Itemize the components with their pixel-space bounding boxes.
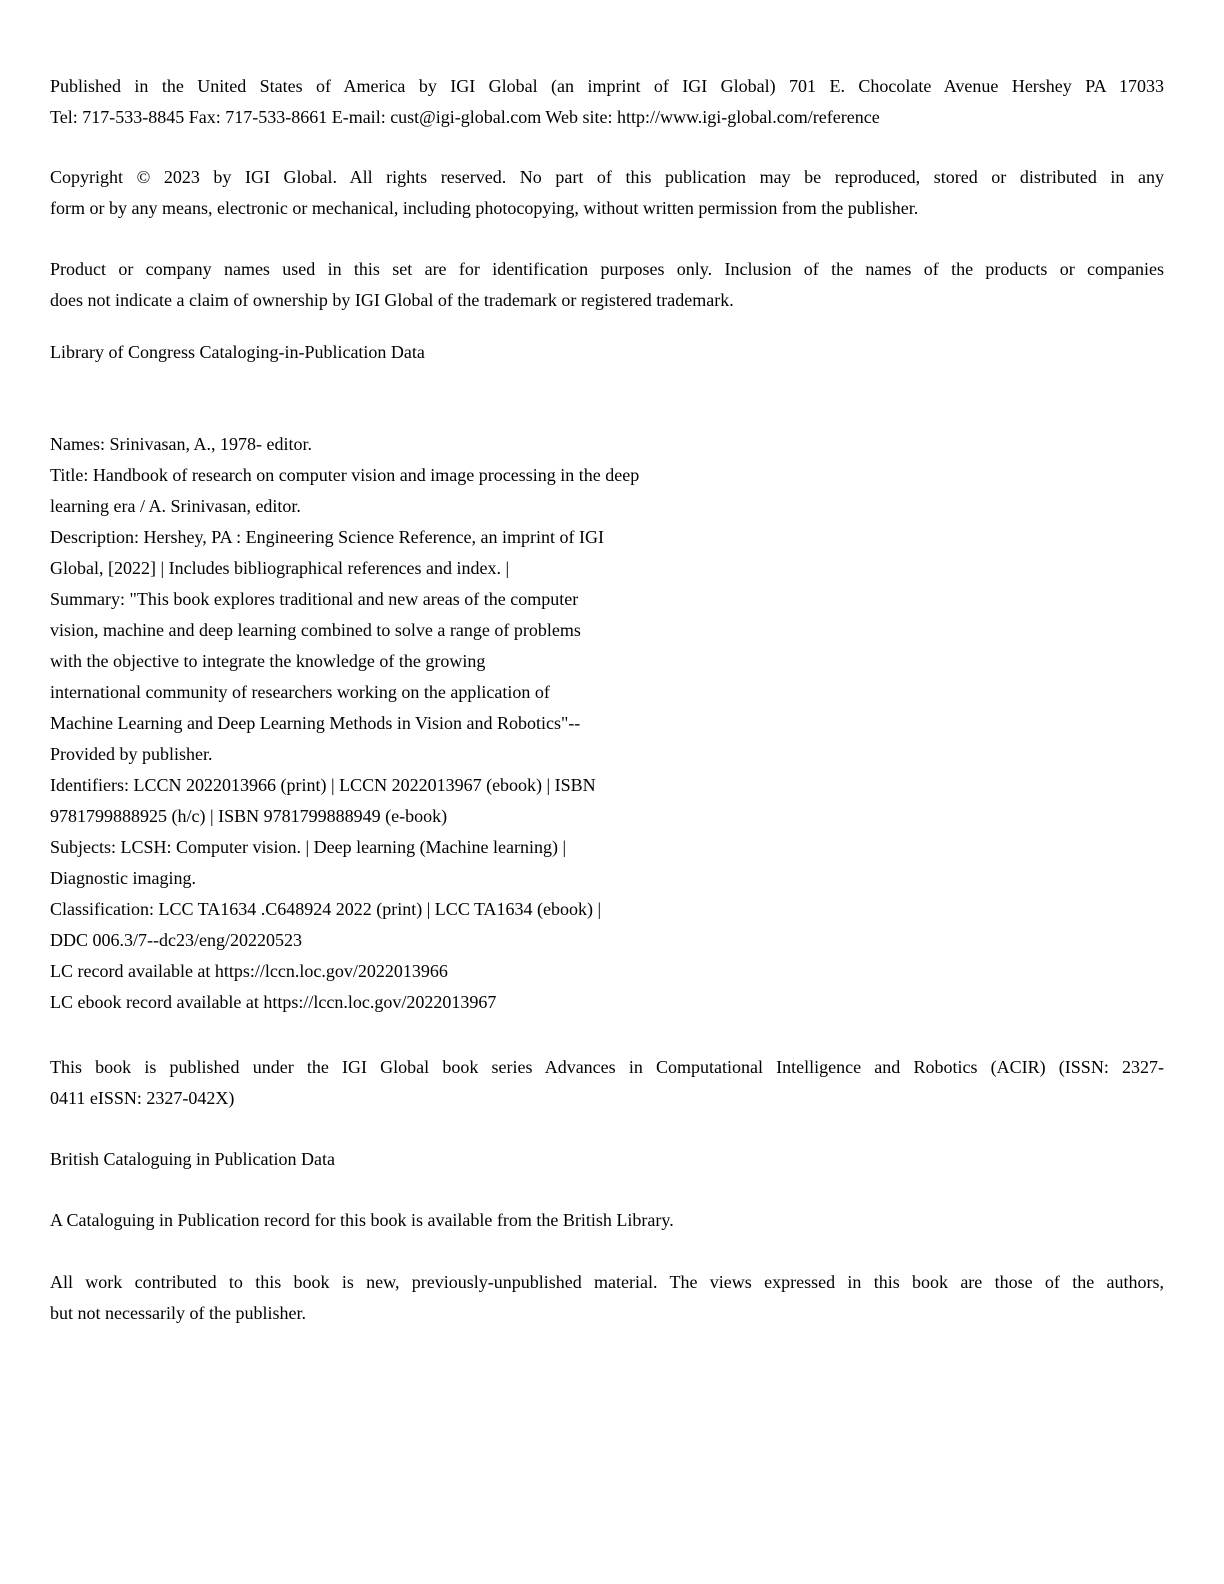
- series-notice: [50, 1052, 1164, 1114]
- catalog-line: Names: Srinivasan, A., 1978- editor.: [50, 434, 312, 454]
- series-line: 0411 eISSN: 2327-042X): [50, 1088, 235, 1108]
- trademark-line: Product or company names used in this set are for identification purposes only. Inclusion of the names of the products or companies: [50, 259, 1164, 279]
- copyright-line: Copyright © 2023 by IGI Global. All rights reserved. No part of this publication may be reproduced, stored or distributed in any: [50, 167, 1164, 187]
- trademark-notice: [50, 254, 1164, 316]
- catalog-line: Global, [2022] | Includes bibliographical references and index. |: [50, 558, 510, 578]
- catalog-line: Title: Handbook of research on computer vision and image processing in the deep: [50, 465, 640, 485]
- catalog-line: Subjects: LCSH: Computer vision. | Deep learning (Machine learning) |: [50, 837, 567, 857]
- catalog-line: Summary: "This book explores traditional and new areas of the computer: [50, 589, 579, 609]
- catalog-line: learning era / A. Srinivasan, editor.: [50, 496, 301, 516]
- catalog-line: Description: Hershey, PA : Engineering Science Reference, an imprint of IGI: [50, 527, 605, 547]
- loc-heading: Library of Congress Cataloging-in-Publication Data: [50, 342, 425, 362]
- british-heading: British Cataloguing in Publication Data: [50, 1149, 335, 1169]
- catalog-line: Provided by publisher.: [50, 744, 213, 764]
- catalog-line: LC record available at https://lccn.loc.gov/2022013966: [50, 961, 448, 981]
- catalog-line: DDC 006.3/7--dc23/eng/20220523: [50, 930, 302, 950]
- publisher-info-line: Published in the United States of America by IGI Global (an imprint of IGI Global) 701 E. Chocolate Avenue Hershey PA 17033: [50, 76, 1164, 96]
- catalog-line: vision, machine and deep learning combined to solve a range of problems: [50, 620, 581, 640]
- disclaimer-line: but not necessarily of the publisher.: [50, 1303, 306, 1323]
- disclaimer: [50, 1267, 1164, 1329]
- cip-catalog-record: [50, 429, 770, 1018]
- publisher-info-line: Tel: 717-533-8845 Fax: 717-533-8661 E-mail: cust@igi-global.com Web site: http://www.igi-global.com/reference: [50, 107, 880, 127]
- catalog-line: Machine Learning and Deep Learning Methods in Vision and Robotics"--: [50, 713, 581, 733]
- copyright-line: form or by any means, electronic or mechanical, including photocopying, without written permission from the publisher.: [50, 198, 919, 218]
- british-record: A Cataloguing in Publication record for this book is available from the British Library.: [50, 1210, 674, 1230]
- catalog-line: Classification: LCC TA1634 .C648924 2022 (print) | LCC TA1634 (ebook) |: [50, 899, 602, 919]
- publisher-info: [50, 71, 1164, 133]
- copyright-notice: [50, 162, 1164, 224]
- catalog-line: Identifiers: LCCN 2022013966 (print) | LCCN 2022013967 (ebook) | ISBN: [50, 775, 596, 795]
- catalog-line: international community of researchers working on the application of: [50, 682, 550, 702]
- catalog-line: with the objective to integrate the knowledge of the growing: [50, 651, 486, 671]
- trademark-line: does not indicate a claim of ownership by IGI Global of the trademark or registered trademark.: [50, 290, 734, 310]
- disclaimer-line: All work contributed to this book is new, previously-unpublished material. The views expressed in this book are those of the authors,: [50, 1272, 1164, 1292]
- catalog-line: Diagnostic imaging.: [50, 868, 196, 888]
- series-line: This book is published under the IGI Global book series Advances in Computational Intelligence and Robotics (ACIR) (ISSN: 2327-: [50, 1057, 1164, 1077]
- catalog-line: LC ebook record available at https://lccn.loc.gov/2022013967: [50, 992, 497, 1012]
- catalog-line: 9781799888925 (h/c) | ISBN 9781799888949 (e-book): [50, 806, 448, 826]
